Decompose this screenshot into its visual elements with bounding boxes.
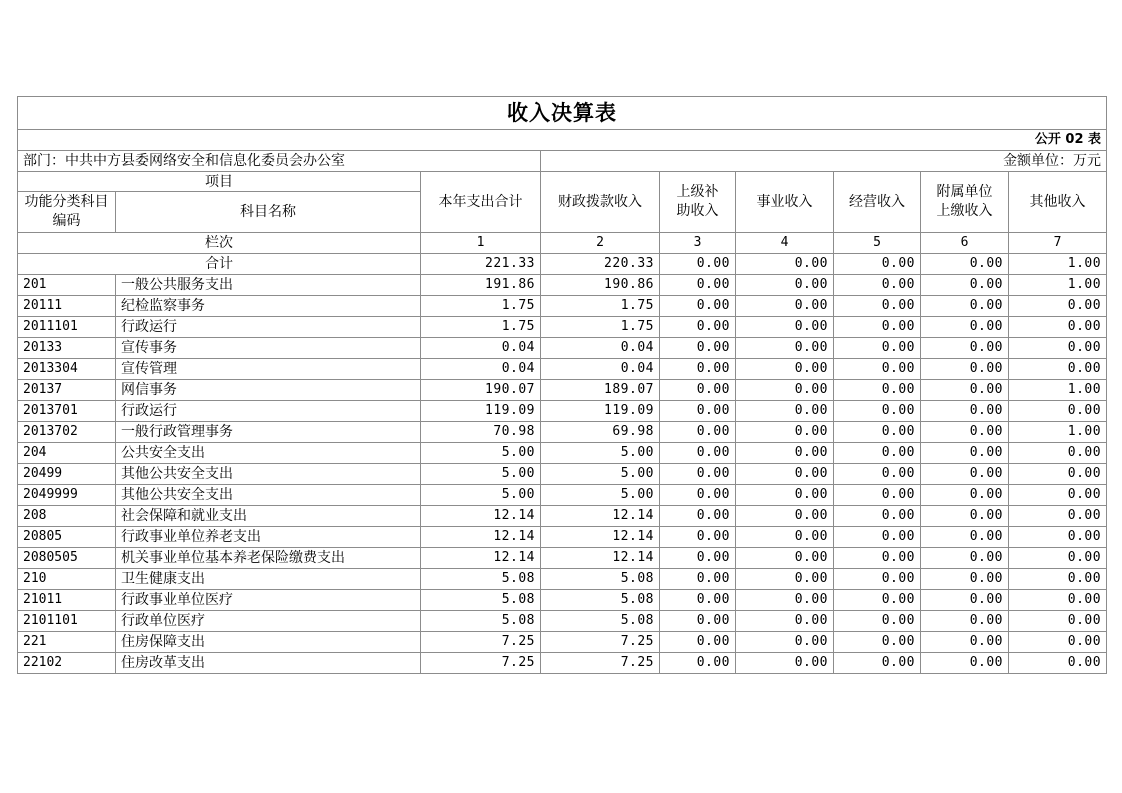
table-row	[18, 380, 1107, 401]
amount-cell: 0.00	[834, 506, 921, 527]
subject-name: 公共安全支出	[116, 443, 421, 464]
amount-cell: 0.00	[736, 422, 834, 443]
amount-cell: 0.00	[921, 401, 1009, 422]
amount-cell: 5.08	[541, 569, 660, 590]
amount-cell: 5.08	[421, 590, 541, 611]
amount-cell: 0.00	[1009, 443, 1107, 464]
amount-cell: 0.00	[736, 485, 834, 506]
header-project: 项目	[18, 172, 421, 192]
amount-cell: 0.00	[736, 548, 834, 569]
amount-cell: 0.00	[834, 569, 921, 590]
amount-cell: 7.25	[421, 632, 541, 653]
amount-cell: 5.00	[421, 464, 541, 485]
amount-cell: 0.00	[736, 296, 834, 317]
subject-name: 其他公共安全支出	[116, 464, 421, 485]
amount-cell: 5.00	[541, 485, 660, 506]
amount-cell: 0.00	[834, 632, 921, 653]
header-code: 功能分类科目编码	[18, 192, 116, 233]
amount-cell: 0.00	[834, 359, 921, 380]
subject-code: 20805	[18, 527, 116, 548]
amount-cell: 0.00	[834, 401, 921, 422]
amount-cell: 0.00	[736, 590, 834, 611]
amount-cell: 0.00	[736, 464, 834, 485]
subject-code: 20499	[18, 464, 116, 485]
table-row	[18, 464, 1107, 485]
amount-cell: 12.14	[421, 506, 541, 527]
income-final-accounts-table	[17, 96, 1107, 674]
table-row	[18, 506, 1107, 527]
table-row	[18, 443, 1107, 464]
amount-cell: 0.00	[921, 380, 1009, 401]
amount-cell: 5.00	[541, 443, 660, 464]
amount-cell: 5.08	[421, 569, 541, 590]
amount-cell: 0.04	[541, 338, 660, 359]
header-total: 本年支出合计	[421, 172, 541, 233]
amount-cell: 0.00	[1009, 653, 1107, 674]
header-other: 其他收入	[1009, 172, 1107, 233]
column-index-5: 5	[834, 233, 921, 254]
subject-name: 机关事业单位基本养老保险缴费支出	[116, 548, 421, 569]
amount-cell: 0.00	[660, 653, 736, 674]
amount-cell: 1.00	[1009, 422, 1107, 443]
column-index-6: 6	[921, 233, 1009, 254]
total-value-7: 1.00	[1009, 254, 1107, 275]
column-index-4: 4	[736, 233, 834, 254]
subject-name: 行政运行	[116, 317, 421, 338]
header-fiscal: 财政拨款收入	[541, 172, 660, 233]
amount-cell: 7.25	[421, 653, 541, 674]
amount-cell: 0.00	[921, 275, 1009, 296]
amount-cell: 190.86	[541, 275, 660, 296]
amount-cell: 0.00	[834, 380, 921, 401]
subject-code: 22102	[18, 653, 116, 674]
amount-cell: 0.00	[736, 401, 834, 422]
amount-cell: 0.00	[921, 464, 1009, 485]
amount-cell: 0.00	[736, 443, 834, 464]
amount-cell: 69.98	[541, 422, 660, 443]
subject-code: 208	[18, 506, 116, 527]
table-title: 收入决算表	[18, 97, 1107, 130]
amount-cell: 0.00	[834, 317, 921, 338]
amount-cell: 0.00	[834, 611, 921, 632]
header-affiliated: 附属单位上缴收入	[921, 172, 1009, 233]
subject-code: 20137	[18, 380, 116, 401]
amount-cell: 0.04	[421, 359, 541, 380]
amount-cell: 5.08	[421, 611, 541, 632]
amount-cell: 5.08	[541, 590, 660, 611]
amount-cell: 5.00	[421, 485, 541, 506]
subject-code: 20133	[18, 338, 116, 359]
amount-cell: 0.00	[660, 380, 736, 401]
amount-cell: 0.00	[736, 611, 834, 632]
header-superior: 上级补助收入	[660, 172, 736, 233]
amount-cell: 0.04	[421, 338, 541, 359]
amount-cell: 0.00	[921, 590, 1009, 611]
amount-cell: 0.00	[921, 485, 1009, 506]
table-row	[18, 632, 1107, 653]
amount-cell: 0.00	[1009, 611, 1107, 632]
amount-cell: 0.00	[834, 590, 921, 611]
amount-cell: 0.00	[1009, 464, 1107, 485]
amount-cell: 1.75	[541, 296, 660, 317]
amount-cell: 0.00	[921, 632, 1009, 653]
subject-name: 一般行政管理事务	[116, 422, 421, 443]
total-value-6: 0.00	[921, 254, 1009, 275]
amount-cell: 0.00	[1009, 506, 1107, 527]
amount-cell: 0.00	[921, 653, 1009, 674]
amount-cell: 0.00	[834, 548, 921, 569]
form-number: 公开 02 表	[18, 130, 1107, 151]
column-index-2: 2	[541, 233, 660, 254]
column-index-label: 栏次	[18, 233, 421, 254]
table-row	[18, 338, 1107, 359]
amount-cell: 0.00	[834, 296, 921, 317]
amount-cell: 0.00	[1009, 590, 1107, 611]
amount-cell: 0.00	[921, 611, 1009, 632]
amount-cell: 0.00	[921, 443, 1009, 464]
amount-cell: 7.25	[541, 653, 660, 674]
amount-cell: 12.14	[421, 527, 541, 548]
amount-cell: 0.00	[1009, 296, 1107, 317]
amount-cell: 70.98	[421, 422, 541, 443]
amount-cell: 0.00	[736, 338, 834, 359]
subject-code: 221	[18, 632, 116, 653]
amount-cell: 12.14	[541, 527, 660, 548]
column-index-3: 3	[660, 233, 736, 254]
subject-code: 2101101	[18, 611, 116, 632]
amount-cell: 0.00	[660, 296, 736, 317]
amount-cell: 0.00	[660, 506, 736, 527]
amount-cell: 0.00	[921, 506, 1009, 527]
total-value-1: 221.33	[421, 254, 541, 275]
amount-cell: 0.00	[834, 422, 921, 443]
amount-cell: 0.00	[834, 527, 921, 548]
subject-code: 2013702	[18, 422, 116, 443]
amount-cell: 0.00	[1009, 527, 1107, 548]
amount-cell: 0.00	[736, 527, 834, 548]
table-row	[18, 296, 1107, 317]
table-row	[18, 275, 1107, 296]
amount-cell: 1.75	[421, 317, 541, 338]
amount-cell: 1.00	[1009, 380, 1107, 401]
subject-name: 网信事务	[116, 380, 421, 401]
amount-cell: 0.00	[660, 590, 736, 611]
amount-cell: 12.14	[421, 548, 541, 569]
amount-cell: 12.14	[541, 548, 660, 569]
subject-name: 行政事业单位医疗	[116, 590, 421, 611]
amount-cell: 0.00	[660, 359, 736, 380]
total-value-5: 0.00	[834, 254, 921, 275]
table-row	[18, 548, 1107, 569]
amount-cell: 0.00	[921, 338, 1009, 359]
header-business: 事业收入	[736, 172, 834, 233]
table-row	[18, 401, 1107, 422]
amount-cell: 0.00	[736, 275, 834, 296]
amount-cell: 0.00	[921, 548, 1009, 569]
amount-cell: 0.00	[660, 485, 736, 506]
amount-cell: 0.00	[660, 275, 736, 296]
amount-cell: 0.00	[660, 443, 736, 464]
amount-cell: 0.00	[1009, 632, 1107, 653]
amount-cell: 0.00	[1009, 569, 1107, 590]
amount-cell: 0.00	[1009, 485, 1107, 506]
amount-cell: 0.00	[660, 422, 736, 443]
table-row	[18, 422, 1107, 443]
amount-cell: 0.00	[834, 653, 921, 674]
amount-cell: 0.00	[660, 464, 736, 485]
amount-cell: 0.00	[660, 317, 736, 338]
table-row	[18, 317, 1107, 338]
amount-cell: 0.04	[541, 359, 660, 380]
table-row	[18, 611, 1107, 632]
header-operating: 经营收入	[834, 172, 921, 233]
amount-cell: 190.07	[421, 380, 541, 401]
subject-code: 201	[18, 275, 116, 296]
amount-cell: 1.75	[541, 317, 660, 338]
department-label: 部门：中共中方县委网络安全和信息化委员会办公室	[18, 151, 541, 172]
amount-cell: 1.00	[1009, 275, 1107, 296]
amount-cell: 0.00	[1009, 401, 1107, 422]
amount-cell: 0.00	[736, 653, 834, 674]
table-row	[18, 527, 1107, 548]
amount-cell: 0.00	[834, 338, 921, 359]
subject-name: 一般公共服务支出	[116, 275, 421, 296]
amount-cell: 0.00	[660, 569, 736, 590]
amount-cell: 0.00	[1009, 338, 1107, 359]
table-row	[18, 653, 1107, 674]
subject-code: 20111	[18, 296, 116, 317]
subject-name: 纪检监察事务	[116, 296, 421, 317]
subject-name: 宣传管理	[116, 359, 421, 380]
table-row	[18, 485, 1107, 506]
amount-cell: 0.00	[660, 527, 736, 548]
amount-cell: 0.00	[921, 422, 1009, 443]
subject-name: 行政事业单位养老支出	[116, 527, 421, 548]
amount-unit-label: 金额单位：万元	[541, 151, 1107, 172]
amount-cell: 0.00	[921, 359, 1009, 380]
amount-cell: 0.00	[1009, 548, 1107, 569]
amount-cell: 0.00	[736, 632, 834, 653]
amount-cell: 0.00	[660, 611, 736, 632]
amount-cell: 0.00	[660, 401, 736, 422]
amount-cell: 0.00	[660, 548, 736, 569]
amount-cell: 0.00	[1009, 317, 1107, 338]
subject-name: 其他公共安全支出	[116, 485, 421, 506]
subject-name: 卫生健康支出	[116, 569, 421, 590]
amount-cell: 0.00	[736, 317, 834, 338]
total-row-label: 合计	[18, 254, 421, 275]
total-value-3: 0.00	[660, 254, 736, 275]
total-value-2: 220.33	[541, 254, 660, 275]
amount-cell: 0.00	[736, 569, 834, 590]
amount-cell: 5.08	[541, 611, 660, 632]
amount-cell: 0.00	[921, 296, 1009, 317]
subject-code: 2049999	[18, 485, 116, 506]
amount-cell: 12.14	[541, 506, 660, 527]
amount-cell: 1.75	[421, 296, 541, 317]
subject-code: 2013304	[18, 359, 116, 380]
subject-name: 住房改革支出	[116, 653, 421, 674]
amount-cell: 119.09	[421, 401, 541, 422]
amount-cell: 5.00	[541, 464, 660, 485]
amount-cell: 0.00	[834, 275, 921, 296]
subject-code: 204	[18, 443, 116, 464]
amount-cell: 0.00	[834, 464, 921, 485]
subject-name: 住房保障支出	[116, 632, 421, 653]
amount-cell: 191.86	[421, 275, 541, 296]
amount-cell: 189.07	[541, 380, 660, 401]
amount-cell: 0.00	[834, 485, 921, 506]
amount-cell: 5.00	[421, 443, 541, 464]
subject-code: 2080505	[18, 548, 116, 569]
subject-name: 宣传事务	[116, 338, 421, 359]
amount-cell: 0.00	[736, 359, 834, 380]
subject-code: 21011	[18, 590, 116, 611]
amount-cell: 0.00	[834, 443, 921, 464]
subject-name: 行政单位医疗	[116, 611, 421, 632]
amount-cell: 0.00	[921, 317, 1009, 338]
amount-cell: 0.00	[1009, 359, 1107, 380]
subject-code: 2013701	[18, 401, 116, 422]
subject-code: 210	[18, 569, 116, 590]
table-row	[18, 569, 1107, 590]
column-index-7: 7	[1009, 233, 1107, 254]
subject-name: 行政运行	[116, 401, 421, 422]
total-value-4: 0.00	[736, 254, 834, 275]
amount-cell: 0.00	[921, 527, 1009, 548]
subject-code: 2011101	[18, 317, 116, 338]
amount-cell: 0.00	[921, 569, 1009, 590]
subject-name: 社会保障和就业支出	[116, 506, 421, 527]
header-name: 科目名称	[116, 192, 421, 233]
amount-cell: 7.25	[541, 632, 660, 653]
amount-cell: 0.00	[660, 338, 736, 359]
amount-cell: 119.09	[541, 401, 660, 422]
amount-cell: 0.00	[660, 632, 736, 653]
column-index-1: 1	[421, 233, 541, 254]
amount-cell: 0.00	[736, 380, 834, 401]
table-row	[18, 359, 1107, 380]
table-row	[18, 590, 1107, 611]
amount-cell: 0.00	[736, 506, 834, 527]
